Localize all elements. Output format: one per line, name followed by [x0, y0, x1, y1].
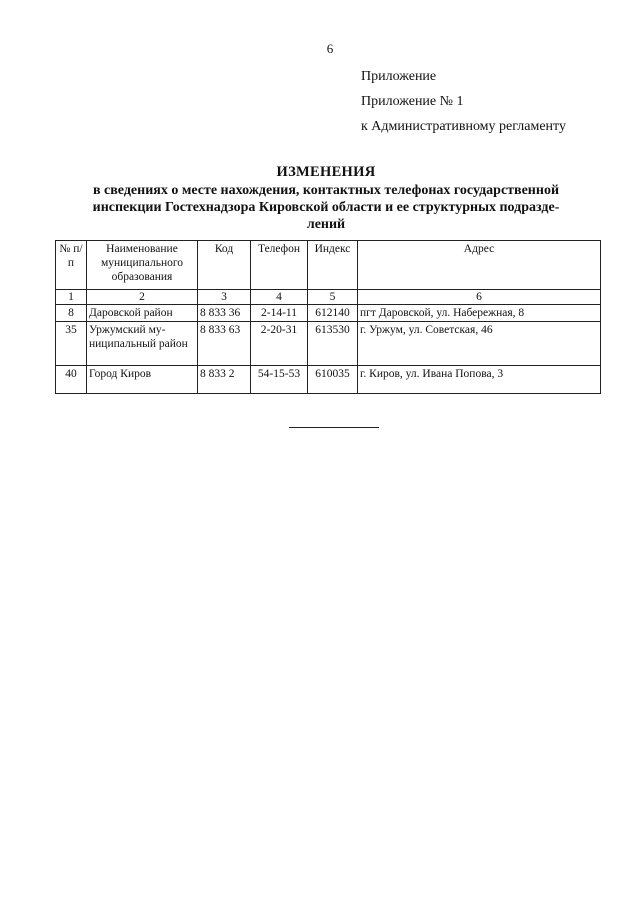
header-address: Адрес	[358, 241, 601, 290]
row-index: 610035	[308, 366, 358, 394]
appendix-line-3: к Административному регламенту	[361, 119, 566, 134]
row-code: 8 833 2	[198, 366, 251, 394]
row-phone: 54-15-53	[251, 366, 308, 394]
row-name: Даровской район	[87, 305, 198, 322]
row-no: 40	[56, 366, 87, 394]
title-line-2: инспекции Гостехнадзора Кировской области и ее структурных подразде-	[92, 200, 560, 215]
title-heading: ИЗМЕНЕНИЯ	[276, 164, 376, 180]
table-row	[56, 366, 601, 394]
page-number: 6	[326, 41, 334, 56]
header-name: Наименование муниципального образования	[87, 241, 198, 290]
column-number: 6	[358, 290, 601, 305]
row-code: 8 833 63	[198, 322, 251, 366]
row-address: г. Уржум, ул. Советская, 46	[358, 322, 601, 366]
column-number-row	[56, 290, 601, 305]
appendix-line-2: Приложение № 1	[361, 94, 464, 109]
table-row	[56, 322, 601, 366]
appendix-line-1: Приложение	[361, 69, 437, 84]
title-line-1: в сведениях о месте нахождения, контактных телефонах государственной	[92, 183, 560, 198]
table-header-row	[56, 241, 601, 290]
row-name: Уржумский му-ниципальный район	[87, 322, 198, 366]
row-phone: 2-20-31	[251, 322, 308, 366]
row-index: 612140	[308, 305, 358, 322]
row-no: 8	[56, 305, 87, 322]
header-index: Индекс	[308, 241, 358, 290]
closing-rule	[289, 427, 379, 428]
column-number: 5	[308, 290, 358, 305]
appendix-block	[361, 64, 566, 139]
row-address: пгт Даровской, ул. Набережная, 8	[358, 305, 601, 322]
header-code: Код	[198, 241, 251, 290]
table-row	[56, 305, 601, 322]
row-code: 8 833 36	[198, 305, 251, 322]
column-number: 4	[251, 290, 308, 305]
row-name: Город Киров	[87, 366, 198, 394]
row-address: г. Киров, ул. Ивана Попова, 3	[358, 366, 601, 394]
column-number: 3	[198, 290, 251, 305]
column-number: 2	[87, 290, 198, 305]
contacts-table	[55, 240, 601, 394]
row-no: 35	[56, 322, 87, 366]
column-number: 1	[56, 290, 87, 305]
document-title	[56, 164, 596, 233]
header-phone: Телефон	[251, 241, 308, 290]
header-no: № п/п	[56, 241, 87, 290]
title-line-3: лений	[306, 217, 346, 232]
row-phone: 2-14-11	[251, 305, 308, 322]
row-index: 613530	[308, 322, 358, 366]
